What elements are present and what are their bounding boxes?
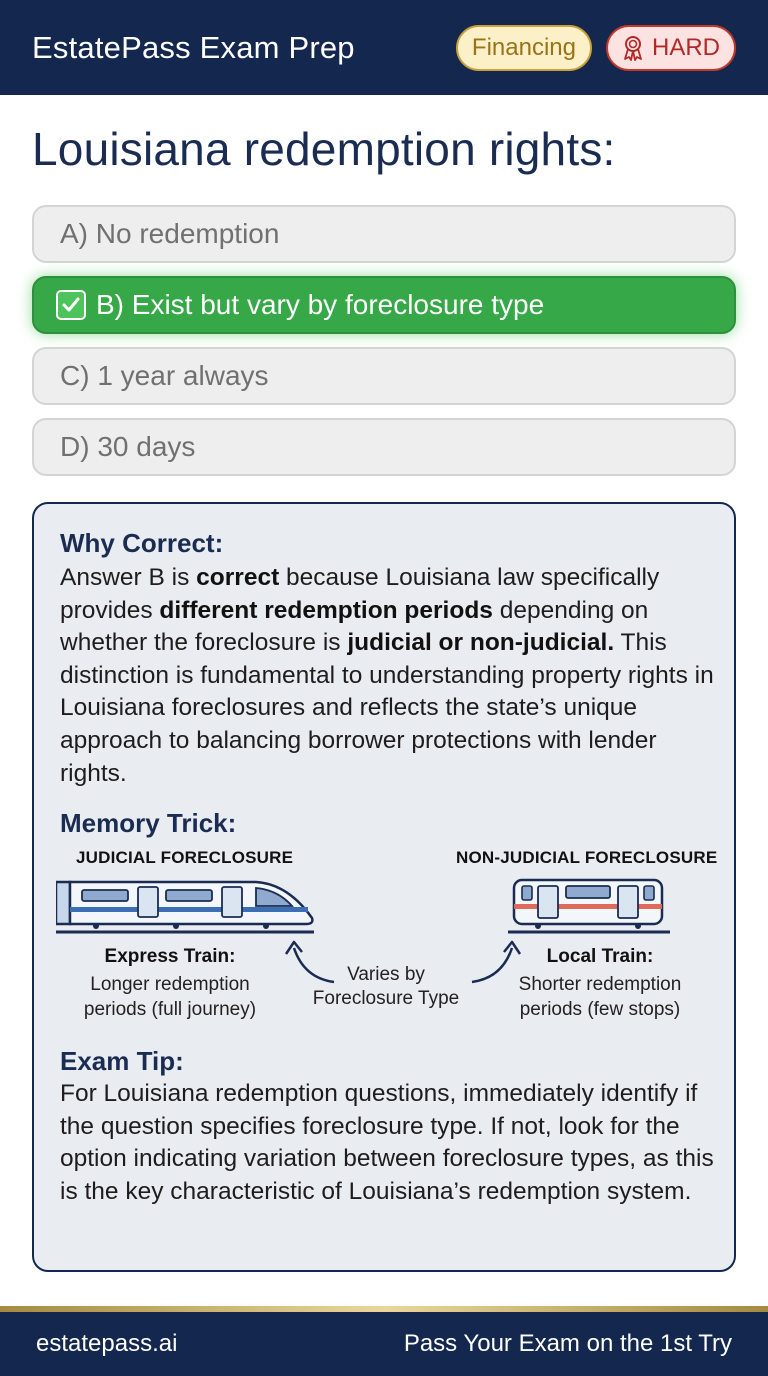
local-train-desc-2: periods (few stops) <box>519 999 681 1020</box>
exam-tip-heading: Exam Tip: <box>60 1046 184 1076</box>
non-judicial-label: NON-JUDICIAL FORECLOSURE <box>456 848 718 867</box>
local-train-desc-1: Shorter redemption <box>518 974 682 995</box>
option-b-correct[interactable] <box>32 276 736 334</box>
local-train-icon <box>508 874 670 938</box>
local-train-title: Local Train: <box>546 946 654 967</box>
header-bar <box>0 0 768 95</box>
explanation-card <box>32 502 736 1272</box>
difficulty-badge <box>606 25 736 71</box>
option-c-label: C) 1 year always <box>60 360 269 391</box>
express-train-title: Express Train: <box>104 946 236 967</box>
option-c[interactable] <box>32 347 736 405</box>
category-badge: Financing <box>456 25 592 71</box>
express-train-desc-2: periods (full journey) <box>83 999 257 1020</box>
footer-tagline: Pass Your Exam on the 1st Try <box>403 1330 732 1357</box>
award-ribbon-icon <box>622 35 644 61</box>
footer-site[interactable]: estatepass.ai <box>36 1330 178 1357</box>
why-correct-text: Answer B is correct because Louisiana law specifically provides different redemption periods depending on whether the foreclosure is judicial or non-judicial. This distinction is fundamental to understanding property rights in Louisiana foreclosures and reflects the state’s unique approach to balancing borrower protections with lender rights. <box>60 564 714 787</box>
option-d-label: D) 30 days <box>60 431 196 462</box>
exam-tip-text: For Louisiana redemption questions, immediately identify if the question specifies foreclosure type. If not, look for the option indicating variation between foreclosure types, as this is the key characteristic of Louisiana’s redemption system. <box>60 1080 714 1205</box>
why-correct-heading: Why Correct: <box>60 528 224 558</box>
footer-bar <box>0 1312 768 1376</box>
express-train-desc-1: Longer redemption <box>90 974 250 995</box>
varies-text-2: Foreclosure Type <box>312 988 460 1009</box>
varies-text-1: Varies by <box>347 964 425 985</box>
question-text: Louisiana redemption rights: <box>32 123 616 175</box>
option-d[interactable] <box>32 418 736 476</box>
option-a[interactable] <box>32 205 736 263</box>
difficulty-label: HARD <box>651 33 720 61</box>
option-b-label: B) Exist but vary by foreclosure type <box>96 289 545 320</box>
express-train-icon <box>56 874 318 938</box>
train-diagram <box>34 840 738 1030</box>
option-a-label: A) No redemption <box>60 218 280 249</box>
memory-trick-heading: Memory Trick: <box>60 808 237 838</box>
judicial-label: JUDICIAL FORECLOSURE <box>76 848 294 867</box>
brand-title: EstatePass Exam Prep <box>32 29 355 65</box>
checkmark-icon <box>56 290 86 320</box>
